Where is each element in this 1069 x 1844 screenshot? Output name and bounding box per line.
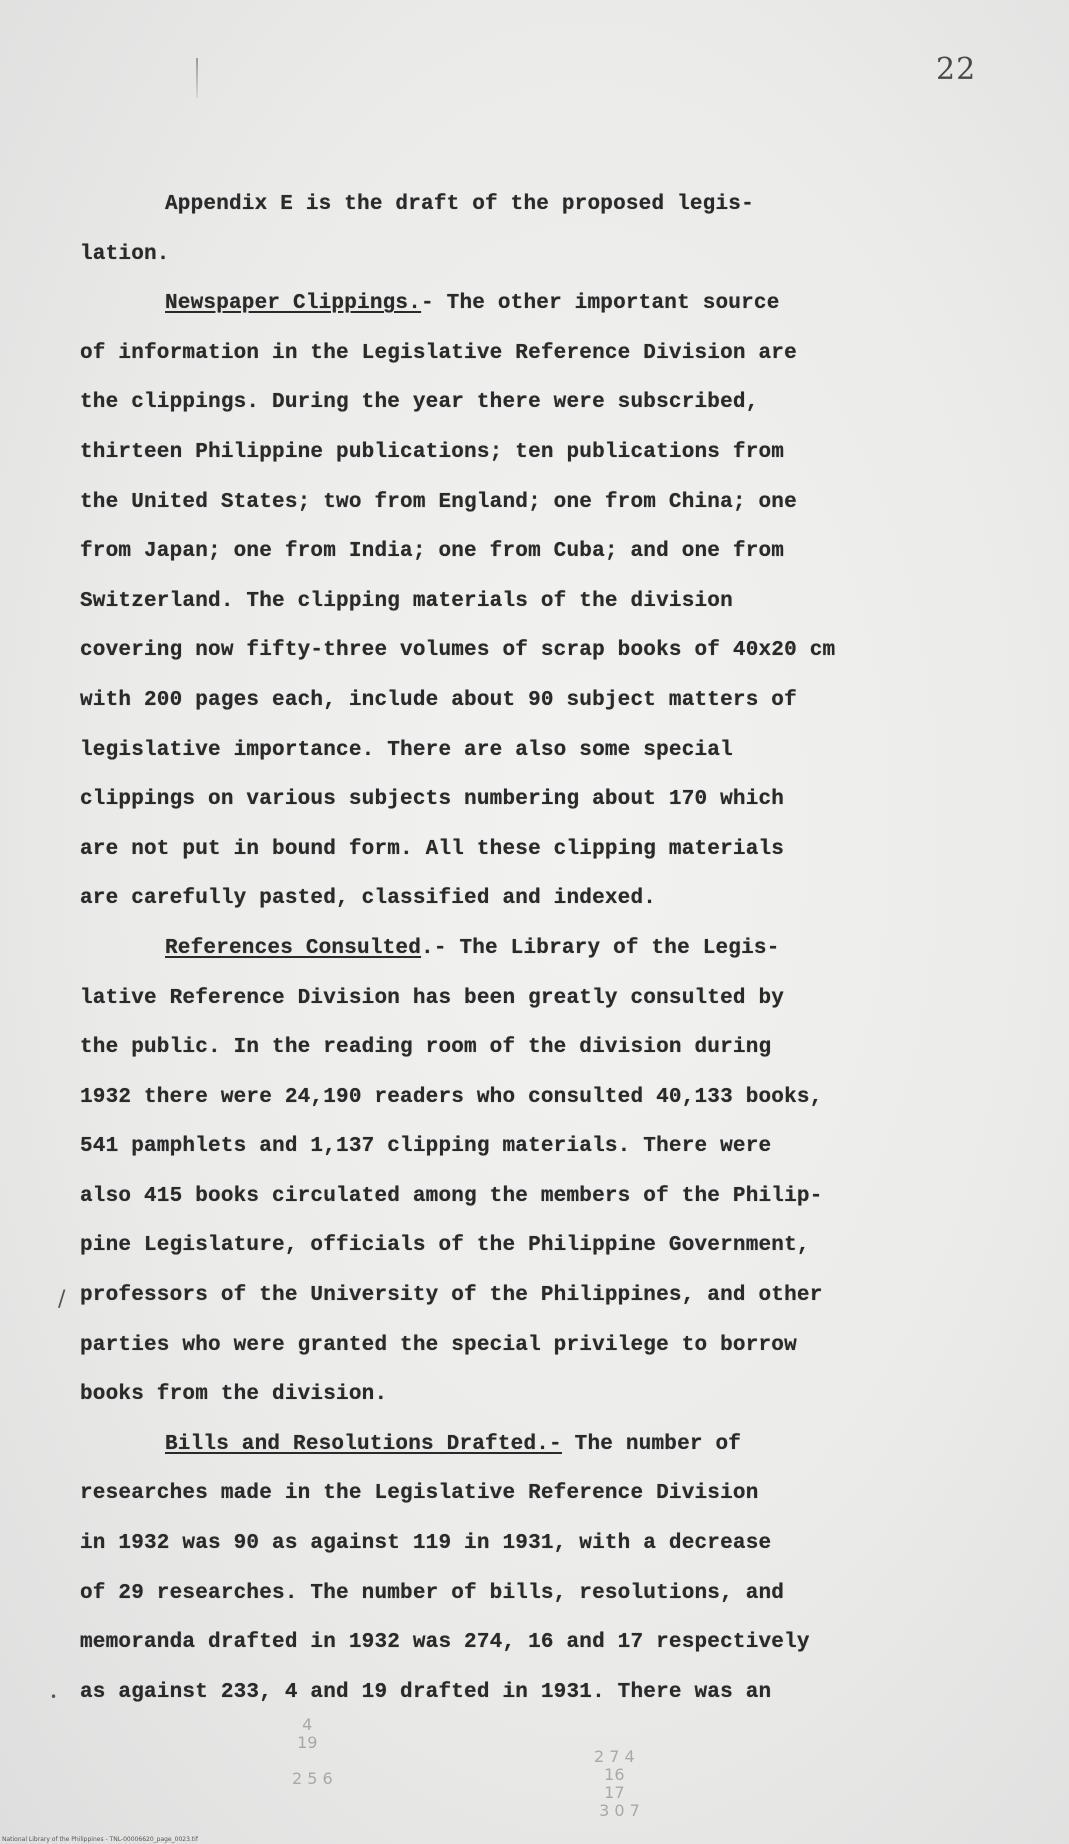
text-line bbox=[80, 1023, 1000, 1073]
line-text: Appendix E is the draft of the proposed legis- bbox=[165, 193, 754, 216]
text-line bbox=[80, 577, 1000, 627]
line-text: as against 233, 4 and 19 drafted in 1931. There was an bbox=[80, 1680, 772, 1704]
text-line bbox=[80, 825, 1000, 875]
line-text: parties who were granted the special privilege to borrow bbox=[80, 1333, 797, 1357]
text-line bbox=[80, 1519, 1000, 1569]
section-heading: Newspaper Clippings. bbox=[165, 292, 422, 316]
text-line bbox=[80, 428, 1000, 478]
text-line bbox=[80, 974, 1000, 1024]
section-heading: References Consulted bbox=[165, 936, 422, 960]
line-text: 1932 there were 24,190 readers who consulted 40,133 books, bbox=[80, 1085, 823, 1109]
line-text: The number of bbox=[561, 1432, 742, 1456]
line-text: with 200 pages each, include about 90 subject matters of bbox=[80, 688, 797, 712]
text-line bbox=[80, 180, 1000, 230]
line-text: .- The Library of the Legis- bbox=[421, 936, 780, 960]
pencil-note-right: 2 7 4 16 17 3 0 7 bbox=[594, 1747, 640, 1820]
line-text: lative Reference Division has been greatly consulted by bbox=[80, 986, 785, 1010]
line-text: professors of the University of the Philippines, and other bbox=[80, 1284, 823, 1308]
line-text: thirteen Philippine publications; ten publications from bbox=[80, 440, 785, 464]
line-text: of information in the Legislative Reference Division are bbox=[80, 341, 797, 365]
text-line bbox=[80, 1073, 1000, 1123]
line-text: in 1932 was 90 as against 119 in 1931, with a decrease bbox=[80, 1532, 772, 1556]
margin-tick-mark bbox=[196, 58, 198, 98]
text-line bbox=[80, 676, 1000, 726]
text-line bbox=[80, 775, 1000, 825]
text-line bbox=[80, 924, 1000, 974]
footer-credit: National Library of the Philippines - TNL-00006620_page_0023.tif bbox=[2, 1836, 198, 1843]
line-text: also 415 books circulated among the members of the Philip- bbox=[80, 1184, 823, 1208]
text-line bbox=[80, 1469, 1000, 1519]
line-text: covering now fifty-three volumes of scrap books of 40x20 cm bbox=[80, 639, 836, 663]
text-line bbox=[80, 626, 1000, 676]
pencil-note-left: 4 19 2 5 6 bbox=[292, 1715, 333, 1788]
text-line bbox=[80, 1668, 1000, 1718]
line-text: the clippings. During the year there were subscribed, bbox=[80, 391, 759, 415]
line-text: the United States; two from England; one from China; one bbox=[80, 490, 797, 514]
text-line bbox=[80, 1271, 1000, 1321]
margin-dot: • bbox=[50, 1690, 58, 1704]
pencil-check-mark: / bbox=[58, 1287, 66, 1312]
text-line bbox=[80, 1122, 1000, 1172]
text-line bbox=[80, 1569, 1000, 1619]
line-text: pine Legislature, officials of the Philippine Government, bbox=[80, 1234, 810, 1258]
text-line bbox=[80, 1370, 1000, 1420]
text-line bbox=[80, 1618, 1000, 1668]
line-text: Switzerland. The clipping materials of the division bbox=[80, 589, 733, 613]
line-text: are not put in bound form. All these clipping materials bbox=[80, 837, 785, 861]
line-text: from Japan; one from India; one from Cuba; and one from bbox=[80, 540, 785, 564]
text-line bbox=[80, 478, 1000, 528]
line-text: 541 pamphlets and 1,137 clipping materials. There were bbox=[80, 1135, 772, 1159]
text-line bbox=[80, 874, 1000, 924]
text-line bbox=[80, 1420, 1000, 1470]
text-line bbox=[80, 329, 1000, 379]
text-line bbox=[80, 1321, 1000, 1371]
text-line bbox=[80, 726, 1000, 776]
text-line bbox=[80, 527, 1000, 577]
line-text: - The other important source bbox=[421, 292, 780, 316]
line-text: are carefully pasted, classified and indexed. bbox=[80, 887, 657, 911]
line-text: lation. bbox=[80, 242, 170, 266]
body-text bbox=[80, 180, 1000, 1717]
line-text: books from the division. bbox=[80, 1383, 388, 1407]
text-line bbox=[80, 230, 1000, 280]
line-text: memoranda drafted in 1932 was 274, 16 and 17 respectively bbox=[80, 1631, 810, 1655]
line-text: the public. In the reading room of the division during bbox=[80, 1036, 772, 1060]
line-text: clippings on various subjects numbering about 170 which bbox=[80, 788, 785, 812]
page-number: 22 bbox=[936, 52, 977, 87]
text-line bbox=[80, 1172, 1000, 1222]
section-heading: Bills and Resolutions Drafted.- bbox=[165, 1432, 562, 1456]
text-line bbox=[80, 1221, 1000, 1271]
text-line bbox=[80, 378, 1000, 428]
line-text: researches made in the Legislative Reference Division bbox=[80, 1482, 759, 1506]
line-text: of 29 researches. The number of bills, resolutions, and bbox=[80, 1581, 785, 1605]
text-line bbox=[80, 279, 1000, 329]
line-text: legislative importance. There are also some special bbox=[80, 738, 733, 762]
